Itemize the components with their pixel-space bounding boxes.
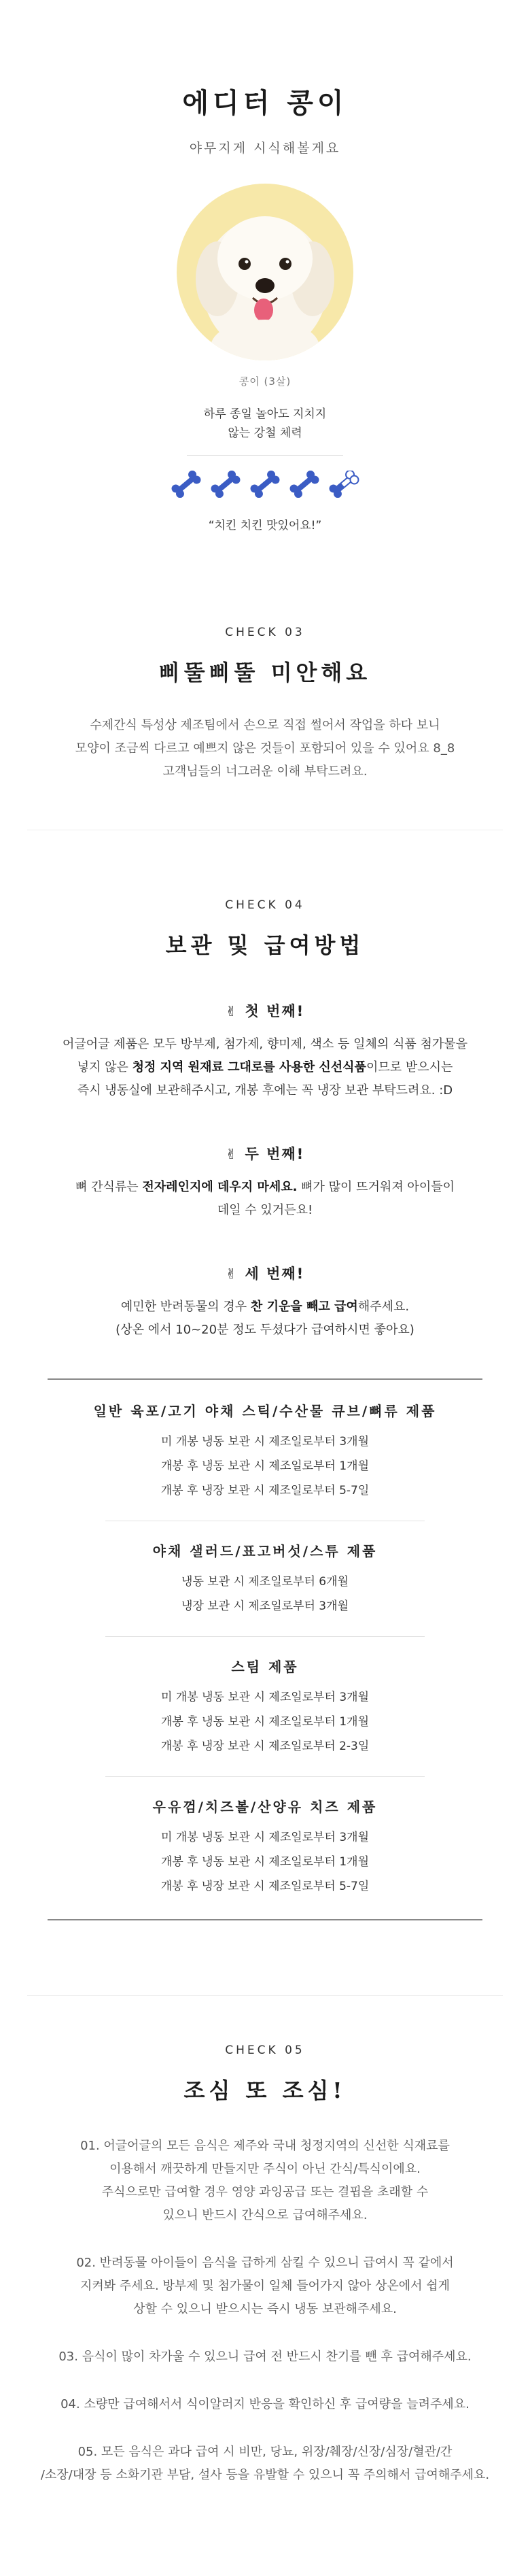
- caution-line: 상할 수 있으니 받으시는 즉시 냉동 보관해주세요.: [133, 2302, 397, 2316]
- caution-line: 지켜봐 주세요. 방부제 및 첨가물이 일체 들어가지 않아 상온에서 쉽게: [80, 2279, 450, 2293]
- tip-bold-text: 전자레인지에 데우지 마세요.: [142, 1180, 298, 1194]
- tip-line: (상온 에서 10~20분 정도 두셨다가 급여하시면 좋아요): [116, 1323, 414, 1337]
- storage-group-lines: [48, 1685, 482, 1759]
- check05-label: CHECK 05: [225, 2044, 305, 2057]
- second-tip-title: 두 번째!: [245, 1146, 305, 1162]
- editor-subtitle: 야무지게 시식해볼게요: [189, 141, 341, 156]
- storage-group-title: 일반 육포/고기 야채 스틱/수산물 큐브/뼈류 제품: [93, 1403, 437, 1419]
- bone-half-icon: [325, 471, 363, 498]
- caution-item: [0, 2441, 530, 2487]
- pet-description: [0, 405, 530, 443]
- third-tip-title: 세 번째!: [245, 1266, 305, 1282]
- third-tip-heading: [0, 1263, 530, 1283]
- caution-item: [0, 2252, 530, 2321]
- storage-line: 개봉 후 냉장 보관 시 제조일로부터 2-3일: [160, 1740, 370, 1753]
- storage-line: 미 개봉 냉동 보관 시 제조일로부터 3개월: [161, 1831, 369, 1844]
- caution-list: [0, 2135, 530, 2487]
- body-line: 고객님들의 너그러운 이해 부탁드려요.: [162, 764, 368, 779]
- caution-item: [0, 2135, 530, 2227]
- storage-group-title: 야채 샐러드/표고버섯/스튜 제품: [152, 1543, 378, 1559]
- tip-line: 즉시 냉동실에 보관해주시고, 개봉 후에는 꼭 냉장 보관 부탁드려요. :D: [77, 1083, 453, 1098]
- second-tip-body: [0, 1176, 530, 1222]
- first-tip-body: [0, 1033, 530, 1102]
- bone-full-icon: [207, 471, 245, 498]
- caution-line: /소장/대장 등 소화기관 부담, 설사 등을 유발할 수 있으니 꼭 주의해서 급여해주세요.: [40, 2468, 490, 2482]
- storage-group-milk-gum: [48, 1796, 482, 1899]
- editor-section: [0, 0, 530, 564]
- storage-group-salad: [48, 1540, 482, 1619]
- caution-line: 03. 음식이 많이 차가울 수 있으니 급여 전 반드시 찬기를 뺀 후 급여해주세요.: [58, 2350, 472, 2364]
- check04-section: [0, 830, 530, 1920]
- tip-bold-text: 찬 기운을 빼고 급여: [250, 1300, 358, 1314]
- caution-line: 05. 모든 음식은 과다 급여 시 비만, 당뇨, 위장/췌장/신장/심장/혈관/간: [77, 2445, 453, 2459]
- check03-label: CHECK 03: [225, 626, 305, 639]
- tip-text: 뼈 간식류는: [75, 1180, 143, 1194]
- pet-desc-line: 않는 강철 체력: [228, 426, 302, 440]
- tip-line: 어글어글 제품은 모두 방부제, 첨가제, 향미제, 색소 등 일체의 식품 첨가물을: [62, 1037, 468, 1051]
- storage-group-title: 스팀 제품: [231, 1659, 299, 1675]
- hand-icon: ✌: [225, 1146, 238, 1162]
- storage-line: 개봉 후 냉동 보관 시 제조일로부터 1개월: [161, 1715, 369, 1729]
- storage-line: 개봉 후 냉장 보관 시 제조일로부터 5-7일: [160, 1880, 370, 1893]
- pet-name: 콩이 (3살): [238, 375, 292, 388]
- tip-line: [0, 1056, 530, 1079]
- bone-full-icon: [285, 471, 323, 498]
- check03-body: [0, 714, 530, 783]
- storage-group-jerky: [48, 1400, 482, 1503]
- hand-icon: ✌: [225, 1003, 238, 1019]
- divider: [105, 1636, 425, 1637]
- tip-text: 이므로 받으시는: [366, 1060, 453, 1074]
- body-line: 수제간식 특성상 제조팀에서 손으로 직접 썰어서 작업을 하다 보니: [90, 718, 440, 732]
- caution-line: 02. 반려동물 아이들이 음식을 급하게 삼킬 수 있으니 급여시 꼭 같에서: [76, 2256, 454, 2270]
- check03-title: 삐뚤삐뚤 미안해요: [158, 660, 372, 685]
- hand-icon: ✌: [225, 1266, 238, 1282]
- first-tip-title: 첫 번째!: [245, 1003, 305, 1019]
- caution-line: 이용해서 깨끗하게 만들지만 주식이 아닌 간식/특식이에요.: [109, 2162, 421, 2176]
- pet-quote: “치킨 치킨 맛있어요!”: [208, 519, 322, 532]
- caution-line: 04. 소량만 급여해서서 식이알러지 반응을 확인하신 후 급여량을 늘려주세요.: [60, 2397, 470, 2411]
- caution-item: [0, 2393, 530, 2416]
- storage-group-steam: [48, 1656, 482, 1759]
- tip-line: [0, 1176, 530, 1199]
- storage-line: 미 개봉 냉동 보관 시 제조일로부터 3개월: [161, 1691, 369, 1704]
- avatar: [177, 184, 353, 360]
- storage-group-lines: [48, 1429, 482, 1503]
- tip-line: [0, 1295, 530, 1319]
- caution-item: [0, 2345, 530, 2369]
- storage-table: [48, 1378, 482, 1920]
- bone-rating: [0, 471, 530, 498]
- tip-text: 예민한 반려동물의 경우: [120, 1300, 251, 1314]
- body-line: 모양이 조금씩 다르고 예쁘지 않은 것들이 포함되어 있을 수 있어요 8_8: [75, 741, 455, 756]
- tip-bold-text: 청정 지역 원재료 그대로를 사용한 신선식품: [132, 1060, 366, 1074]
- editor-title: 에디터 콩이: [182, 87, 348, 119]
- first-tip-heading: [0, 1000, 530, 1021]
- check05-section: [0, 1996, 530, 2552]
- tip-text: 해주세요.: [357, 1300, 410, 1314]
- check04-title: 보관 및 급여방법: [165, 932, 365, 958]
- storage-line: 개봉 후 냉동 보관 시 제조일로부터 1개월: [161, 1855, 369, 1869]
- caution-line: 01. 어글어글의 모든 음식은 제주와 국내 청정지역의 신선한 식재료를: [80, 2139, 450, 2153]
- tip-text: 넣지 않은: [77, 1060, 132, 1074]
- divider: [105, 1776, 425, 1777]
- check04-label: CHECK 04: [225, 898, 305, 912]
- divider: [187, 455, 343, 456]
- pet-desc-line: 하루 종일 놀아도 지치지: [203, 407, 327, 421]
- caution-line: 주식으로만 급여할 경우 영양 과잉공급 또는 결핍을 초래할 수: [101, 2185, 429, 2199]
- tip-text: 뼈가 많이 뜨거워져 아이들이: [297, 1180, 455, 1194]
- storage-line: 냉동 보관 시 제조일로부터 6개월: [181, 1575, 349, 1589]
- storage-group-lines: [48, 1570, 482, 1619]
- tip-line: 데일 수 있거든요!: [217, 1203, 313, 1217]
- storage-line: 개봉 후 냉동 보관 시 제조일로부터 1개월: [161, 1459, 369, 1473]
- bone-full-icon: [167, 471, 205, 498]
- storage-group-lines: [48, 1825, 482, 1899]
- storage-group-title: 우유껌/치즈볼/산양유 치즈 제품: [152, 1799, 378, 1815]
- check03-section: [0, 564, 530, 830]
- check05-title: 조심 또 조심!: [183, 2078, 347, 2103]
- storage-line: 미 개봉 냉동 보관 시 제조일로부터 3개월: [161, 1435, 369, 1448]
- third-tip-body: [0, 1295, 530, 1342]
- storage-line: 냉장 보관 시 제조일로부터 3개월: [181, 1599, 349, 1613]
- dog-photo-icon: [177, 184, 353, 360]
- bone-full-icon: [246, 471, 284, 498]
- second-tip-heading: [0, 1143, 530, 1164]
- caution-line: 있으니 반드시 간식으로 급여해주세요.: [162, 2208, 368, 2222]
- storage-line: 개봉 후 냉장 보관 시 제조일로부터 5-7일: [160, 1484, 370, 1497]
